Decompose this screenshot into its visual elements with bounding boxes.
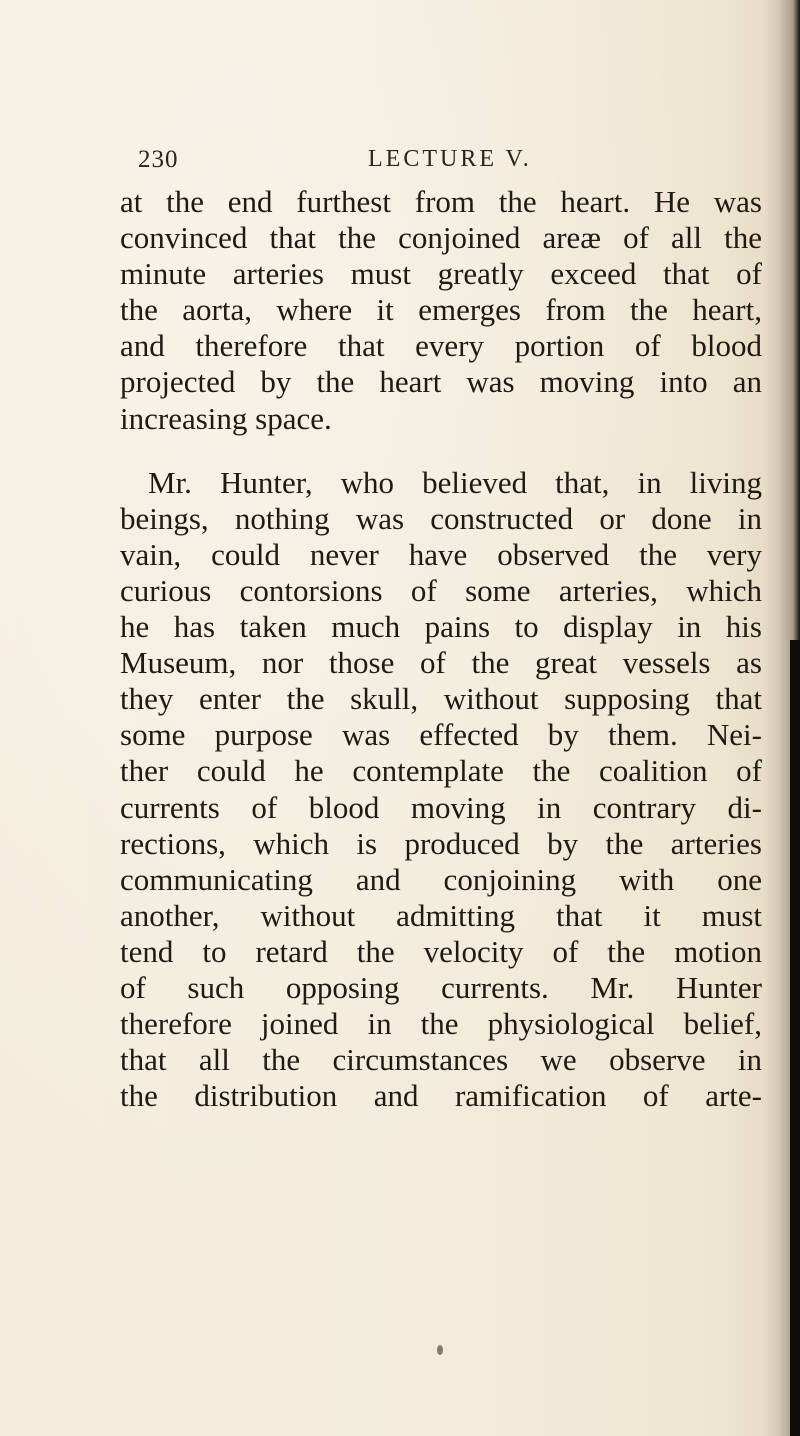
text-line: that all the circumstances we observe in [120, 1042, 762, 1078]
text-line: the aorta, where it emerges from the heart, [120, 292, 762, 328]
text-line: vain, could never have observed the very [120, 536, 762, 572]
paragraph-gap [120, 437, 762, 465]
text-line: at the end furthest from the heart. He was [120, 184, 762, 219]
text-line: therefore joined in the physiological belief, [120, 1006, 762, 1042]
text-line: Mr. Hunter, who believed that, in living [148, 464, 762, 500]
text-line: increasing space. [120, 400, 332, 436]
text-line: they enter the skull, without supposing that [120, 681, 762, 717]
text-line: currents of blood moving in contrary di- [120, 789, 762, 825]
text-line: tend to retard the velocity of the motion [120, 933, 762, 969]
text-line: and therefore that every portion of blood [120, 328, 762, 364]
running-head: LECTURE V. [368, 146, 532, 172]
paragraph-1 [120, 184, 762, 437]
text-line: beings, nothing was constructed or done in [120, 500, 762, 536]
text-line: he has taken much pains to display in his [120, 609, 762, 645]
body-text [120, 184, 762, 1114]
paragraph-2 [120, 465, 762, 1115]
text-line: Museum, nor those of the great vessels as [120, 645, 762, 681]
text-line: rections, which is produced by the arteries [120, 825, 762, 861]
page-edge [790, 640, 800, 1436]
text-line: the distribution and ramification of arte- [120, 1078, 762, 1114]
ink-blot [437, 1345, 443, 1355]
text-line: projected by the heart was moving into an [120, 364, 762, 400]
page-number: 230 [138, 146, 179, 173]
text-line: of such opposing currents. Mr. Hunter [120, 969, 762, 1005]
text-line: communicating and conjoining with one [120, 861, 762, 897]
text-line: another, without admitting that it must [120, 897, 762, 933]
text-line: ther could he contemplate the coalition of [120, 753, 762, 789]
text-line: convinced that the conjoined areæ of all the [120, 220, 762, 256]
text-line: minute arteries must greatly exceed that of [120, 256, 762, 292]
text-line: curious contorsions of some arteries, which [120, 572, 762, 608]
text-line: some purpose was effected by them. Nei- [120, 717, 762, 753]
page-header [120, 146, 760, 176]
